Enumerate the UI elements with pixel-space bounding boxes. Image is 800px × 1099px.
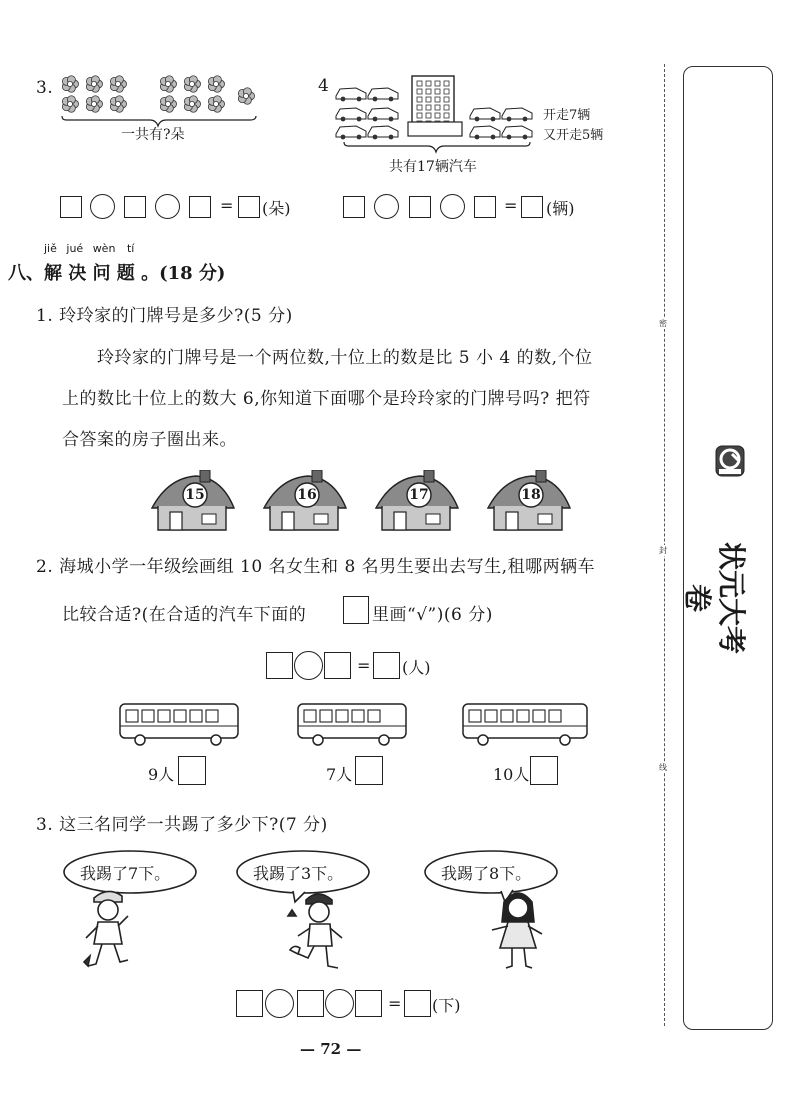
brand-name: 状元大考卷	[681, 541, 748, 654]
flower-icon	[208, 76, 224, 93]
operator-circle[interactable]	[374, 194, 399, 219]
answer-box[interactable]	[60, 196, 82, 218]
flower-icon	[86, 96, 102, 113]
flower-icon	[62, 96, 78, 113]
pinyin-ti: tí	[126, 242, 135, 255]
brand-logo-icon	[714, 444, 746, 478]
result-box[interactable]	[521, 196, 543, 218]
unit-label: (辆)	[546, 199, 575, 218]
flower-icon	[238, 88, 254, 105]
pinyin-wen: wèn	[92, 242, 116, 255]
car-icon	[336, 126, 366, 139]
car-icon	[368, 88, 398, 101]
q4-number: 4	[318, 76, 330, 96]
p1-title: 1. 玲玲家的门牌号是多少?(5 分)	[36, 306, 293, 326]
p2-line2-pre: 比较合适?(在合适的汽车下面的	[62, 605, 307, 625]
operator-circle[interactable]	[325, 989, 354, 1018]
answer-box[interactable]	[236, 990, 263, 1017]
q4-label-drove2: 又开走5辆	[543, 128, 604, 143]
answer-box[interactable]	[343, 196, 365, 218]
answer-box[interactable]	[124, 196, 146, 218]
section-title: 八、解 决 问 题 。(18 分)	[8, 263, 226, 284]
car-icon	[368, 126, 398, 139]
flower-icon	[184, 96, 200, 113]
p1-line3: 合答案的房子圈出来。	[62, 430, 237, 450]
p2-line1: 2. 海城小学一年级绘画组 10 名女生和 8 名男生要出去写生,租哪两辆车	[36, 557, 596, 577]
p1-line1: 玲玲家的门牌号是一个两位数,十位上的数是比 5 小 4 的数,个位	[97, 348, 593, 368]
flower-icon	[184, 76, 200, 93]
equals-sign: =	[220, 196, 234, 215]
car-icon	[502, 108, 532, 121]
flower-icon	[62, 76, 78, 93]
unit-label: (人)	[402, 658, 431, 677]
answer-box[interactable]	[324, 652, 351, 679]
bus-icon	[461, 700, 589, 748]
bus-capacity: 10人	[493, 765, 530, 784]
answer-box[interactable]	[297, 990, 324, 1017]
inline-answer-box	[343, 596, 369, 624]
car-icon	[470, 108, 500, 121]
flower-icon	[110, 96, 126, 113]
equals-sign: =	[504, 196, 518, 215]
house-16[interactable]	[260, 470, 350, 532]
house-number: 15	[185, 487, 205, 503]
q3-number: 3.	[36, 78, 54, 98]
unit-label: (朵)	[262, 199, 291, 218]
result-box[interactable]	[404, 990, 431, 1017]
house-18[interactable]	[484, 470, 574, 532]
p1-line2: 上的数比十位上的数大 6,你知道下面哪个是玲玲家的门牌号吗? 把符	[62, 389, 591, 409]
flower-icon	[160, 96, 176, 113]
house-number: 18	[521, 487, 541, 503]
bus-check-box[interactable]	[530, 756, 558, 785]
car-icon	[336, 88, 366, 101]
result-box[interactable]	[238, 196, 260, 218]
bind-mark-xian: 线	[659, 763, 667, 772]
flower-icon	[110, 76, 126, 93]
bus-icon	[296, 700, 408, 748]
operator-circle[interactable]	[90, 194, 115, 219]
speech-text-2: 我踢了3下。	[253, 864, 344, 883]
bind-mark-mi: 密	[659, 319, 667, 328]
equals-sign: =	[357, 656, 371, 675]
operator-circle[interactable]	[294, 651, 323, 680]
house-number: 17	[409, 487, 429, 503]
equals-sign: =	[388, 994, 402, 1013]
pinyin-jue: jué	[66, 242, 84, 255]
page-number: — 72 —	[300, 1040, 362, 1058]
answer-box[interactable]	[409, 196, 431, 218]
bus-icon	[118, 700, 240, 748]
house-17[interactable]	[372, 470, 462, 532]
car-icon	[368, 108, 398, 121]
car-icon	[502, 126, 532, 139]
operator-circle[interactable]	[155, 194, 180, 219]
p2-line2-post: 里画“√”)(6 分)	[372, 605, 493, 625]
flower-icon	[160, 76, 176, 93]
answer-box[interactable]	[474, 196, 496, 218]
house-number: 16	[297, 487, 317, 503]
house-15[interactable]	[148, 470, 238, 532]
q3-caption: 一共有?朵	[121, 127, 185, 143]
car-icon	[336, 108, 366, 121]
flower-icon	[208, 96, 224, 113]
answer-box[interactable]	[355, 990, 382, 1017]
boy-kicking-figure-2	[284, 886, 350, 974]
q4-label-drove1: 开走7辆	[543, 108, 591, 123]
pinyin-jie: jiě	[44, 242, 57, 255]
building-icon	[408, 76, 462, 136]
unit-label: (下)	[432, 996, 461, 1015]
bus-check-box[interactable]	[355, 756, 383, 785]
bus-capacity: 7人	[326, 765, 353, 784]
speech-text-3: 我踢了8下。	[441, 864, 532, 883]
bind-mark-feng: 封	[659, 546, 667, 555]
flower-icon	[86, 76, 102, 93]
answer-box[interactable]	[189, 196, 211, 218]
boy-kicking-figure-1	[78, 886, 138, 974]
speech-text-1: 我踢了7下。	[80, 864, 171, 883]
bus-check-box[interactable]	[178, 756, 206, 785]
p3-title: 3. 这三名同学一共踢了多少下?(7 分)	[36, 815, 328, 835]
car-icon	[470, 126, 500, 139]
girl-kicking-figure	[486, 882, 550, 974]
bus-capacity: 9人	[148, 765, 175, 784]
operator-circle[interactable]	[440, 194, 465, 219]
q4-caption: 共有17辆汽车	[389, 159, 477, 175]
result-box[interactable]	[373, 652, 400, 679]
section-pinyin	[44, 242, 134, 255]
operator-circle[interactable]	[265, 989, 294, 1018]
answer-box[interactable]	[266, 652, 293, 679]
